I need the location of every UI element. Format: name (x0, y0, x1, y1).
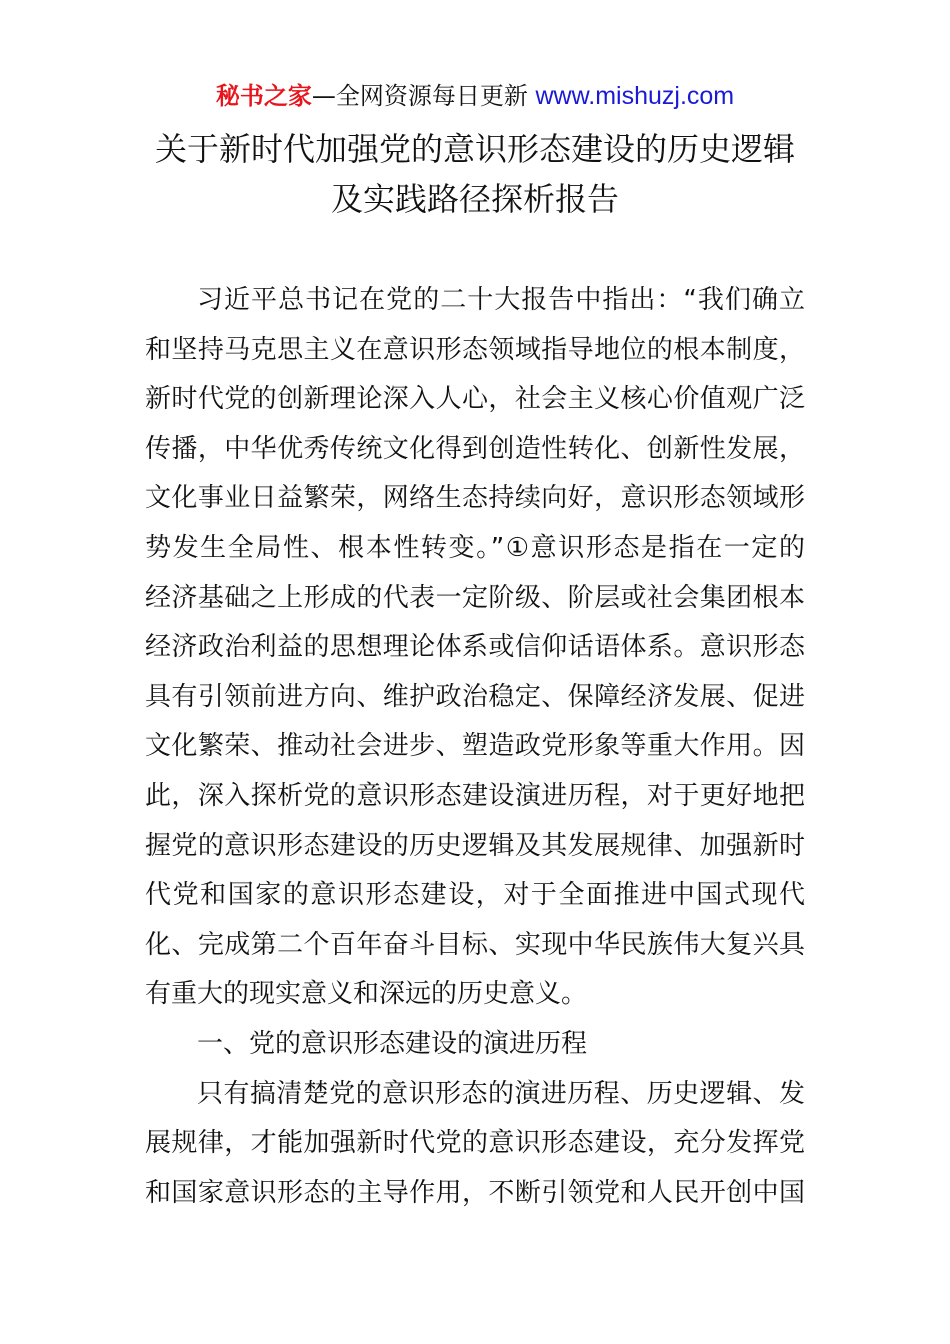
document-body (145, 276, 805, 1218)
site-tagline: —全网资源每日更新 (311, 82, 528, 110)
text-line: 展规律，才能加强新时代党的意识形态建设，充分发挥党 (145, 1128, 805, 1159)
text-line: 经济政治利益的思想理论体系或信仰话语体系。意识形态 (145, 632, 805, 663)
text-line: 握党的意识形态建设的历史逻辑及其发展规律、加强新时 (145, 830, 805, 861)
text-line: 经济基础之上形成的代表一定阶级、阶层或社会集团根本 (145, 582, 805, 613)
text-line: 具有引领前进方向、维护政治稳定、保障经济发展、促进 (145, 681, 805, 712)
document-title (0, 124, 950, 224)
text-line: 势发生全局性、根本性转变。”①意识形态是指在一定的 (145, 532, 805, 563)
section-heading: 一、党的意识形态建设的演进历程 (197, 1028, 588, 1059)
text-line: 有重大的现实意义和深远的历史意义。 (145, 979, 588, 1010)
text-line: 习近平总书记在党的二十大报告中指出：“我们确立 (197, 285, 805, 315)
site-brand: 秘书之家 (215, 82, 312, 110)
text-line: 文化繁荣、推动社会进步、塑造政党形象等重大作用。因 (145, 731, 805, 762)
paragraph-intro (145, 276, 805, 1020)
text-line: 化、完成第二个百年奋斗目标、实现中华民族伟大复兴具 (145, 929, 805, 960)
site-header (0, 80, 950, 112)
title-line-1: 关于新时代加强党的意识形态建设的历史逻辑 (154, 130, 795, 168)
text-line: 此，深入探析党的意识形态建设演进历程，对于更好地把 (145, 780, 805, 811)
text-line: 和国家意识形态的主导作用，不断引领党和人民开创中国 (145, 1177, 805, 1208)
paragraph-section-1 (145, 1070, 805, 1219)
text-line: 传播，中华优秀传统文化得到创造性转化、创新性发展， (145, 433, 805, 464)
text-line: 代党和国家的意识形态建设，对于全面推进中国式现代 (145, 880, 805, 911)
title-line-2: 及实践路径探析报告 (330, 180, 619, 218)
text-line: 新时代党的创新理论深入人心，社会主义核心价值观广泛 (145, 384, 805, 415)
text-line: 文化事业日益繁荣，网络生态持续向好，意识形态领域形 (145, 483, 805, 514)
text-line: 和坚持马克思主义在意识形态领域指导地位的根本制度， (145, 334, 805, 365)
text-line: 只有搞清楚党的意识形态的演进历程、历史逻辑、发 (197, 1078, 805, 1109)
site-url-link[interactable]: www.mishuzj.com (535, 82, 735, 110)
